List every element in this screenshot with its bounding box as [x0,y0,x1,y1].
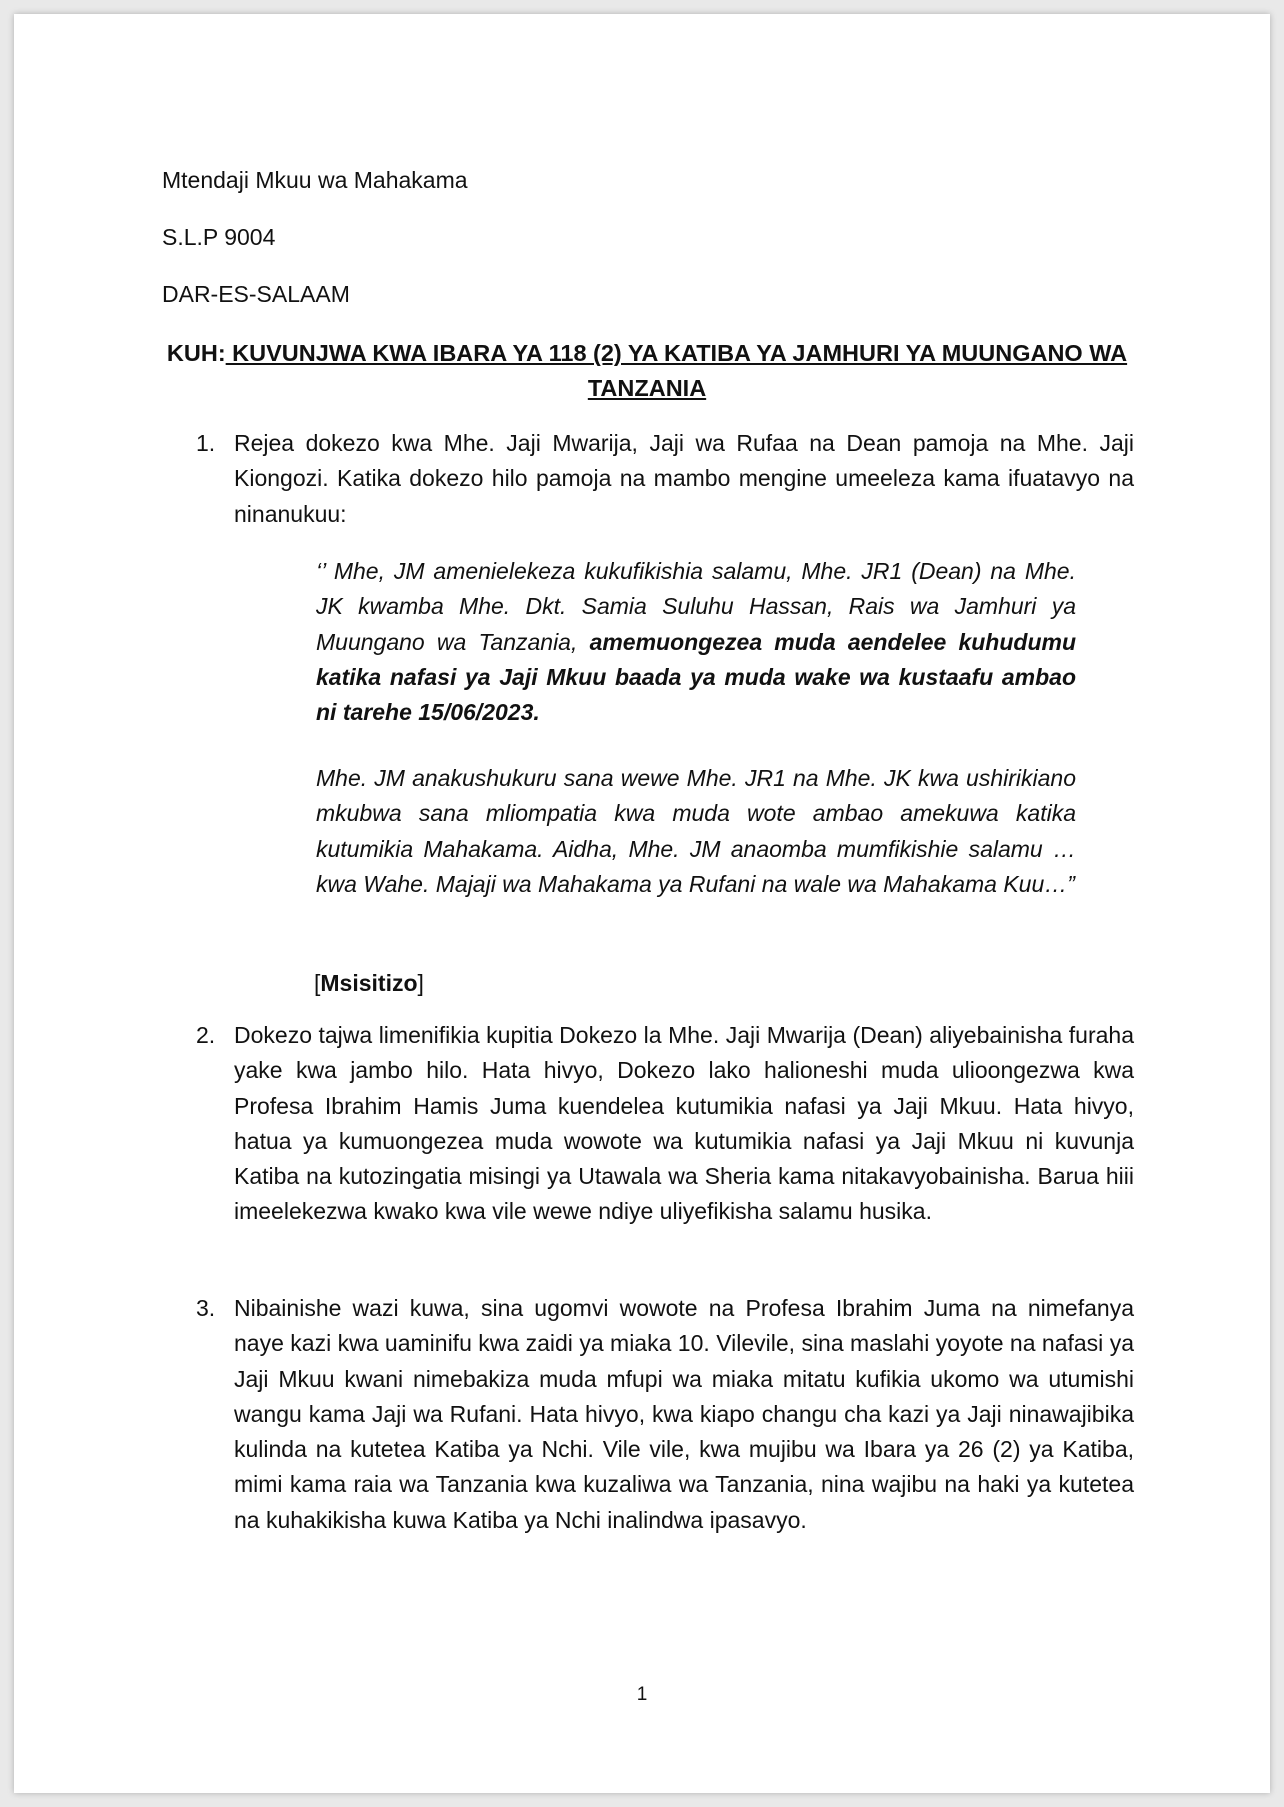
quote-bold-text: amemuongezea muda aendelee kuhudumu katika nafasi ya Jaji Mkuu baada ya muda wake wa kustaafu ambao ni tarehe 15/06/2023. [316,628,1076,726]
paragraph-2-text: Dokezo tajwa limenifikia kupitia Dokezo la Mhe. Jaji Mwarija (Dean) aliyebainisha furaha yake kwa jambo hilo. Hata hivyo, Dokezo lako halioneshi muda ulioongezwa kwa Profesa Ibrahim Hamis Juma kuendelea kutumikia nafasi ya Jaji Mkuu. Hata hivyo, hatua ya kumuongezea muda wowote wa kutumikia nafasi ya Jaji Mkuu ni kuvunja Katiba na kutozingatia misingi ya Utawala wa Sheria kama nitakavyobainisha. Barua hiii imeelekezwa kwako kwa vile wewe ndiye uliyefikisha salamu husika. [234,1022,1134,1225]
emphasis-word: Msisitizo [320,970,418,996]
emphasis-close: ] [417,970,424,996]
paragraph-3-text: Nibainishe wazi kuwa, sina ugomvi wowote na Profesa Ibrahim Juma na nimefanya naye kazi kwa uaminifu kwa zaidi ya miaka 10. Vilevile, sina maslahi yoyote na nafasi ya Jaji Mkuu kwani nimebakiza muda mfupi wa miaka mitatu kufikia ukomo wa utumishi wangu kama Jaji wa Rufani. Hata hivyo, kwa kiapo changu cha kazi ya Jaji ninawajibika kulinda na kutetea Katiba ya Nchi. Vile vile, kwa mujibu wa Ibara ya 26 (2) ya Katiba, mimi kama raia wa Tanzania kwa kuzaliwa wa Tanzania, nina wajibu na haki ya kutetea na kuhakikisha kuwa Katiba ya Nchi inalindwa ipasavyo. [234,1295,1134,1533]
quote-text-1: ‘’ Mhe, JM amenielekeza kukufikishia salamu, Mhe. JR1 (Dean) na Mhe. JK kwamba Mhe. Dkt. Samia Suluhu Hassan, Rais wa Jamhuri ya Muungano wa Tanzania, [316,558,1076,655]
paragraph-1-number: 1. [196,430,216,456]
address-line-1: Mtendaji Mkuu wa Mahakama [162,167,468,193]
address-line-3: DAR-ES-SALAAM [162,281,350,307]
emphasis-open: [ [314,970,321,996]
page-number: 1 [636,1684,648,1705]
quote-block-1 [316,554,1076,730]
paragraph-3-number: 3. [196,1295,216,1321]
paragraph-2-number: 2. [196,1022,216,1048]
document-page [14,14,1270,1793]
emphasis-note [314,968,424,998]
address-line-2: S.L.P 9004 [162,224,276,250]
subject-heading [162,336,1132,406]
quote-block-2: Mhe. JM anakushukuru sana wewe Mhe. JR1 na Mhe. JK kwa ushirikiano mkubwa sana mliompatia kwa muda wote ambao amekuwa katika kutumikia Mahakama. Aidha, Mhe. JM anaomba mumfikishie salamu …kwa Wahe. Majaji wa Mahakama ya Rufani na wale wa Mahakama Kuu…” [316,765,1076,897]
subject-prefix: KUH: [166,340,226,366]
paragraph-1-text: Rejea dokezo kwa Mhe. Jaji Mwarija, Jaji wa Rufaa na Dean pamoja na Mhe. Jaji Kiongozi. Katika dokezo hilo pamoja na mambo mengine umeeleza kama ifuatavyo na ninanukuu: [234,430,1134,527]
subject-text: KUVUNJWA KWA IBARA YA 118 (2) YA KATIBA YA JAMHURI YA MUUNGANO WA TANZANIA [225,340,1128,401]
